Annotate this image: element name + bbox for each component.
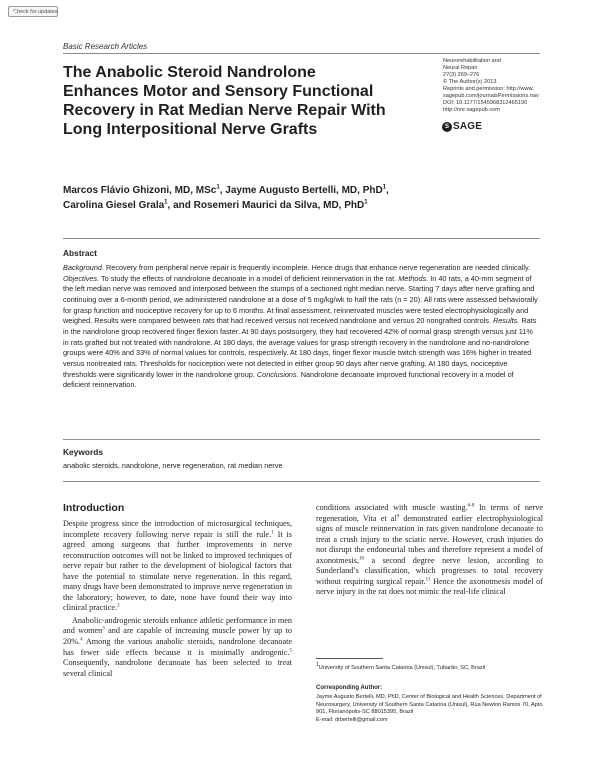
abstract-methods: In 40 rats, a 40-mm segment of the left median nerve was removed and interposed between the stumps of a sectioned right median nerve. Starting 7 days after nerve grafting and continuing over a 6-month period, we administered nandrolone at a dose of 5 mg/kg/wk to half the rats (n = 20). All rats were assessed behaviorally for grasp function and nociceptive recovery for up to 6 months. At final assessment, reinnervated muscles were tested electrophysiologically and weighed. Results were compared between rats that had received versus not received nandrolone and versus 20 nongrafted controls. xyxy=(63,273,538,326)
body-column-left xyxy=(63,519,292,679)
keywords-bottom-divider xyxy=(63,481,540,482)
citation-ref[interactable]: 5 xyxy=(289,647,292,653)
affiliation-mark: 1 xyxy=(364,199,368,206)
citation-ref[interactable]: 2 xyxy=(117,603,120,609)
sage-logo xyxy=(442,121,482,132)
citation-ref[interactable]: 4 xyxy=(80,637,83,643)
abstract-conclusions: Nandrolone decanoate improved functional recovery in a model of deficient reinnervation. xyxy=(63,369,514,390)
body-paragraph xyxy=(63,616,292,679)
author-name: , and Rosemeri Maurici da Silva, MD, PhD xyxy=(167,200,365,211)
paragraph-text: Consequently, nandrolone decanoate has been selected to treat several clinical xyxy=(63,658,292,678)
article-section-label: Basic Research Articles xyxy=(63,42,148,51)
article-title: The Anabolic Steroid Nandrolone Enhances Motor and Sensory Functional Recovery in Rat Median Nerve Repair With Long Interpositional Nerve Grafts xyxy=(63,64,386,138)
footnote-divider xyxy=(316,658,383,659)
citation-ref[interactable]: 9 xyxy=(396,513,400,519)
introduction-heading: Introduction xyxy=(63,502,125,514)
sage-logo-text: SAGE xyxy=(453,121,483,132)
citation-ref[interactable]: 10 xyxy=(358,556,364,561)
corresponding-author-details xyxy=(316,694,546,724)
abstract-label: Objectives. xyxy=(63,273,100,283)
abstract-label: Methods. xyxy=(398,273,429,283)
abstract-objectives: To study the effects of nandrolone decanoate in a model of deficient reinnervation in the rat. xyxy=(99,273,399,283)
paragraph-text: It is agreed among surgeons that further improvements in nerve reconstruction outcomes will not be linked to improved techniques of nerve repair but rather to the development of biological factors that have the potential to stimulate nerve regeneration. In this regard, many drugs have been demonstrated to improve nerve regeneration in the laboratory; however, to date, none have found their way into clinical practice. xyxy=(63,529,292,613)
affiliation-mark: 1 xyxy=(316,662,319,669)
journal-line: Reprints and permission: http://www. xyxy=(443,86,534,92)
journal-line: Neural Repair xyxy=(443,65,478,71)
corresponding-author-email[interactable]: E-mail: drbertelli@gmail.com xyxy=(316,716,388,723)
abstract-top-divider xyxy=(63,238,540,239)
paragraph-text: Anabolic-androgenic steroids enhance athletic performance in men and women xyxy=(63,615,292,636)
sage-logo-icon: S xyxy=(442,122,452,132)
abstract-label: Results. xyxy=(492,316,520,326)
keywords-list: anabolic steroids, nandrolone, nerve regeneration, rat median nerve xyxy=(63,461,283,470)
journal-line: sagepub.com/journalsPermissions.nav xyxy=(443,93,539,99)
author-list xyxy=(63,183,533,213)
abstract-background: Recovery from peripheral nerve repair is frequently incomplete. Hence drugs that enhance nerve regeneration are needed clinically. xyxy=(103,263,531,272)
journal-line: http://nnr.sagepub.com xyxy=(443,107,500,113)
journal-info xyxy=(443,58,558,114)
keywords-divider xyxy=(63,439,540,440)
check-for-updates-badge[interactable] xyxy=(8,6,58,17)
citation-ref[interactable]: 3 xyxy=(102,626,105,632)
affiliation-mark: 1 xyxy=(382,184,387,191)
corresponding-author-address: Jayme Augusto Bertelli, MD, PhD, Center of Biological and Health Sciences, Department of Neurosurgery, University of Southern Santa Catarina (Unisul), Rua Newton Ramos 70, Apto 901, Florianópolis-SC 88015395, Brazil xyxy=(316,694,543,716)
paragraph-text: In terms of nerve regeneration, Vita et al xyxy=(316,503,543,523)
body-column-right xyxy=(316,503,543,598)
paragraph-text: a second degree nerve lesion, according to Sunderland’s classification, which progresses to total recovery without requiring surgical repair. xyxy=(316,555,543,586)
journal-line: Neurorehabilitation and xyxy=(443,58,501,64)
journal-line: © The Author(s) 2013 xyxy=(443,79,497,85)
affiliation-footnote xyxy=(316,662,546,672)
journal-line: DOI: 10.1177/1545968312465190 xyxy=(443,100,528,106)
journal-line: 27(3) 269–276 xyxy=(443,72,480,78)
badge-label: Check for updates xyxy=(13,8,58,15)
paragraph-text: and are capable of increasing muscle power by up to 20%. xyxy=(63,626,292,647)
abstract-heading: Abstract xyxy=(63,248,97,258)
citation-ref[interactable]: 11 xyxy=(425,577,431,583)
paragraph-text: Hence the axonotmesis model of nerve injury in the rat does not mimic the real-life clinical xyxy=(316,576,544,597)
paragraph-text: Despite progress since the introduction of microsurgical techniques, incomplete recovery following nerve repair is still the rule. xyxy=(63,519,292,539)
abstract-label: Background. xyxy=(63,263,104,272)
abstract-text xyxy=(63,263,540,391)
author-separator: , xyxy=(386,185,389,196)
paragraph-text: demonstrated earlier electrophysiological signs of muscle reinnervation in rats given nandrolone decanoate to treat a crush injury to the sciatic nerve. However, crush injuries do not disrupt the endoneurial tubes and therefore represent a model of axonotmesis, xyxy=(316,513,544,565)
keywords-heading: Keywords xyxy=(63,447,104,457)
author-name: , Jayme Augusto Bertelli, MD, PhD xyxy=(219,185,383,196)
citation-ref[interactable]: 1 xyxy=(271,529,274,535)
corresponding-author-heading: Corresponding Author: xyxy=(316,685,383,691)
affiliation-mark: 1 xyxy=(216,184,220,191)
abstract-results: Rats in the nandrolone group recovered finger flexion faster. At 90 days postsurgery, they had recovered 42% of normal grasp strength versus just 11% in rats grafted but not treated with nandrolone. At 180 days, the average values for grasp strength recovery in the nandrolone and no-nandrolone groups were 40% and 33% of normal values for controls, respectively. At 180 days, finger flexor muscle twitch strength was 16% higher in treated versus nontreated rats. Thresholds for nociception were not detected in either group 90 days after nerve grafting. At 180 days, nociceptive thresholds were significantly lower in the nandrolone group. xyxy=(63,316,537,379)
header-divider xyxy=(63,53,540,54)
affiliation-mark: 1 xyxy=(164,199,168,206)
body-paragraph xyxy=(316,503,543,598)
abstract-label: Conclusions. xyxy=(256,369,299,379)
citation-ref[interactable]: 6-8 xyxy=(467,503,475,509)
body-paragraph xyxy=(63,519,292,614)
paragraph-text: conditions associated with muscle wasting. xyxy=(316,503,468,512)
affiliation-text: University of Southern Santa Catarina (Unisul), Tubarão, SC, Brazil xyxy=(318,665,486,671)
paragraph-text: Among the various anabolic steroids, nandrolone decanoate has fewer side effects because it is minimally androgenic. xyxy=(63,637,292,657)
author-name: Carolina Giesel Grala xyxy=(63,200,165,211)
author-name: Marcos Flávio Ghizoni, MD, MSc xyxy=(63,185,217,196)
